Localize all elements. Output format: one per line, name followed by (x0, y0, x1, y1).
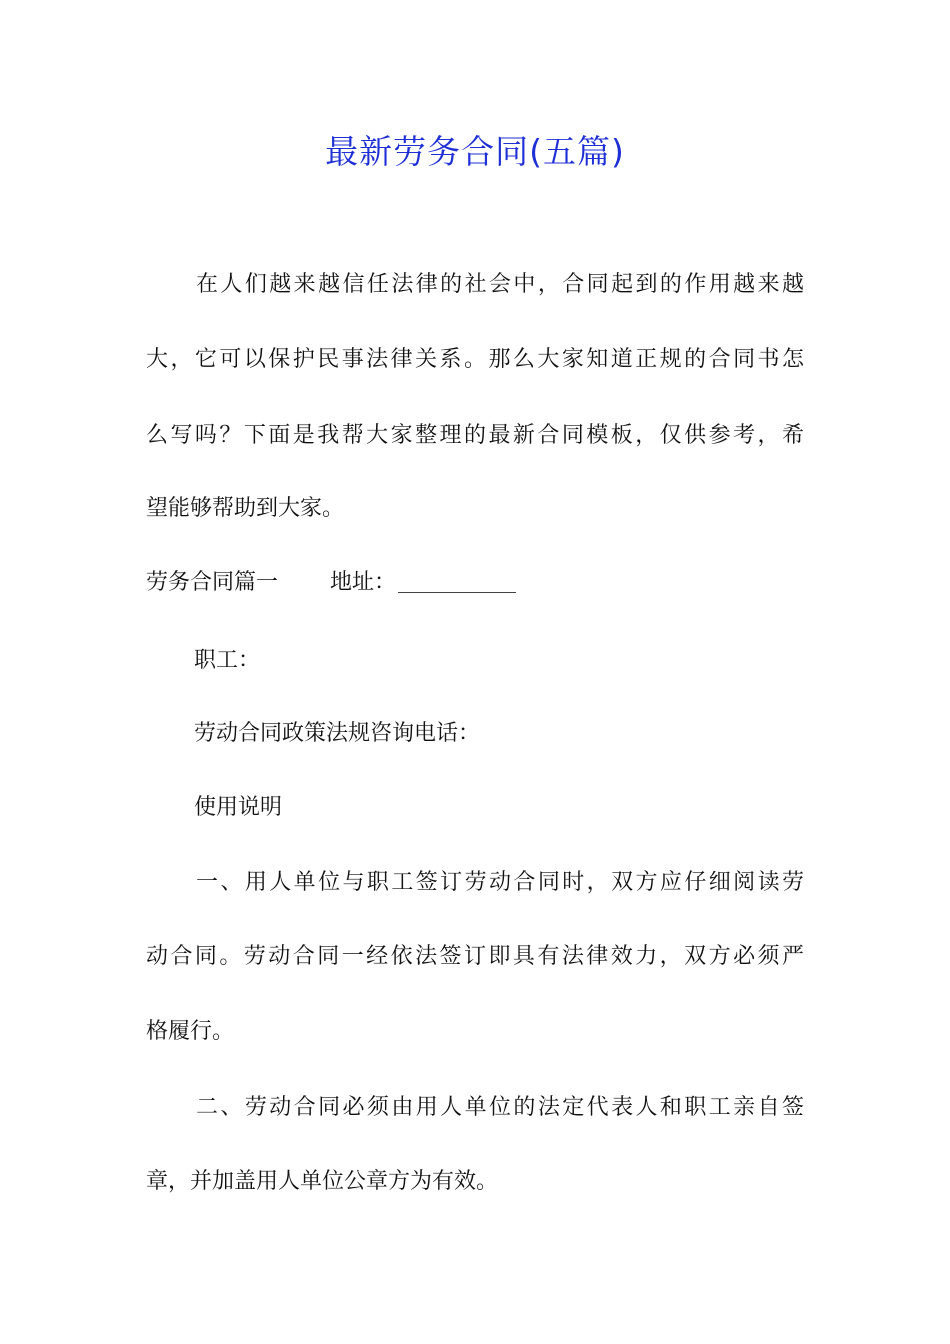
intro-line-1: 在人们越来越信任法律的社会中，合同起到的作用越来越 (196, 272, 804, 297)
instructions-heading: 使用说明 (194, 795, 283, 820)
intro-line-2: 大，它可以保护民事法律关系。那么大家知道正规的合同书怎 (146, 347, 804, 372)
address-label: 地址： (330, 570, 397, 595)
section-heading-row (146, 568, 516, 598)
item1-line-3: 格履行。 (146, 1019, 235, 1044)
item2-line-2: 章，并加盖用人单位公章方为有效。 (146, 1169, 499, 1194)
intro-line-3: 么写吗？下面是我帮大家整理的最新合同模板，仅供参考，希 (146, 423, 804, 448)
address-blank (398, 572, 516, 593)
section-heading: 劳务合同篇一 (146, 570, 279, 595)
item1-line-1: 一、用人单位与职工签订劳动合同时，双方应仔细阅读劳 (196, 870, 804, 895)
intro-line-4: 望能够帮助到大家。 (146, 496, 345, 521)
worker-field: 职工： (194, 648, 261, 673)
hotline-field: 劳动合同政策法规咨询电话： (194, 721, 481, 746)
item2-line-1: 二、劳动合同必须由用人单位的法定代表人和职工亲自签 (196, 1095, 804, 1120)
document-title: 最新劳务合同(五篇) (325, 132, 625, 171)
item1-line-2: 动合同。劳动合同一经依法签订即具有法律效力，双方必须严 (146, 944, 804, 969)
